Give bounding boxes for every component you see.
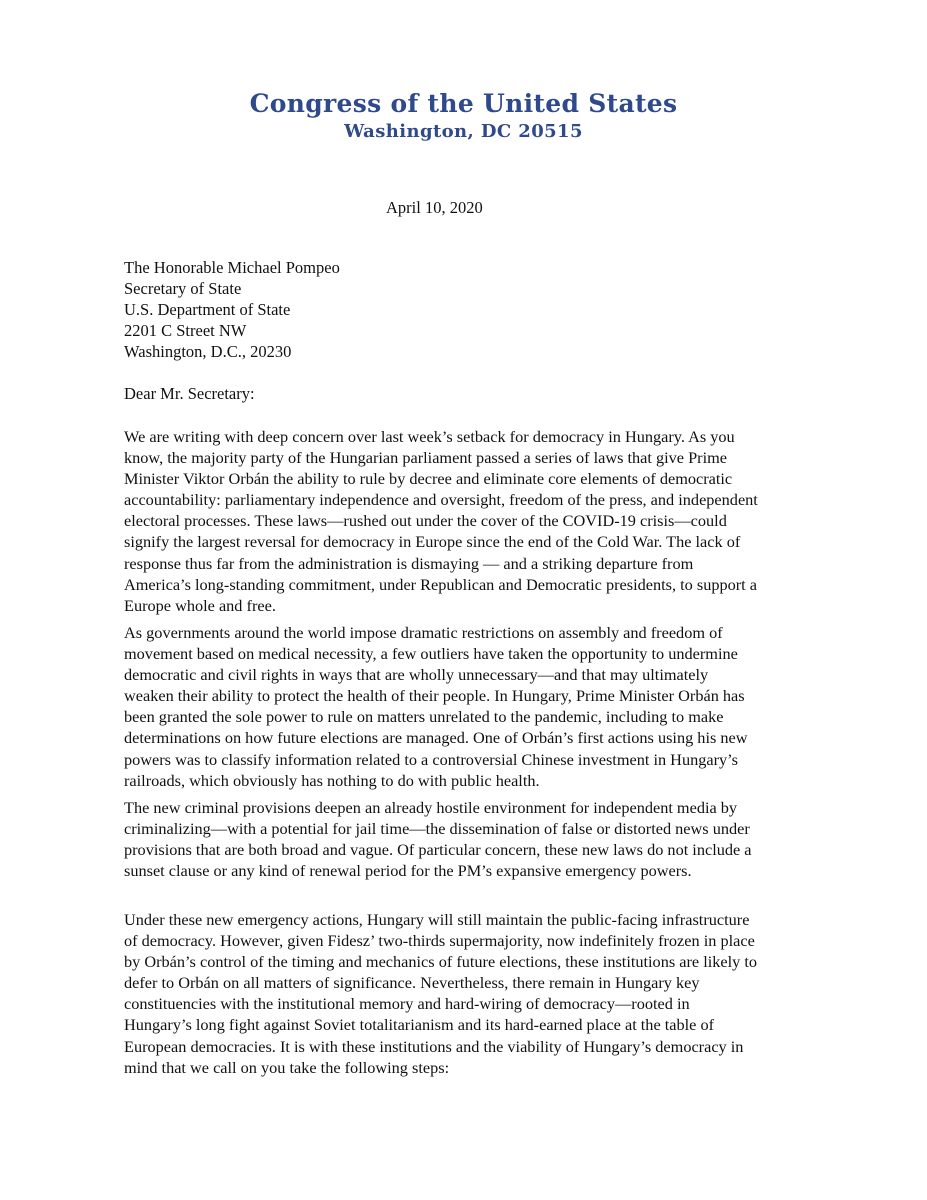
letterhead	[0, 88, 927, 144]
letterhead-title: Congress of the United States	[249, 89, 678, 118]
paragraph-line: defer to Orbán on all matters of significance. Nevertheless, there remain in Hungary key	[124, 973, 700, 993]
paragraph-line: constituencies with the institutional memory and hard-wiring of democracy—rooted in	[124, 994, 690, 1014]
body-paragraph-1	[124, 426, 814, 616]
paragraph-line: weaken their ability to protect the health of their people. In Hungary, Prime Minister Orbán has	[124, 686, 745, 706]
paragraph-line: been granted the sole power to rule on matters unrelated to the pandemic, including to make	[124, 707, 724, 727]
paragraph-line: mind that we call on you take the following steps:	[124, 1057, 450, 1077]
paragraph-line: determinations on how future elections are managed. One of Orbán’s first actions using his new	[124, 728, 748, 748]
paragraph-line: know, the majority party of the Hungarian parliament passed a series of laws that give Prime	[124, 448, 727, 468]
paragraph-line: Minister Viktor Orbán the ability to rule by decree and eliminate core elements of democratic	[124, 469, 733, 489]
paragraph-line: electoral processes. These laws—rushed out under the cover of the COVID-19 crisis—could	[124, 511, 727, 531]
recipient-department: U.S. Department of State	[124, 300, 291, 319]
paragraph-line: We are writing with deep concern over last week’s setback for democracy in Hungary. As you	[124, 427, 735, 446]
recipient-name: The Honorable Michael Pompeo	[124, 258, 340, 277]
paragraph-line: movement based on medical necessity, a few outliers have taken the opportunity to undermine	[124, 644, 738, 664]
paragraph-line: of democracy. However, given Fidesz’ two-thirds supermajority, now indefinitely frozen in place	[124, 931, 755, 951]
paragraph-line: The new criminal provisions deepen an already hostile environment for independent media by	[124, 798, 738, 817]
body-paragraph-2	[124, 622, 814, 791]
body-paragraph-4	[124, 909, 814, 1078]
paragraph-line: provisions that are both broad and vague. Of particular concern, these new laws do not include a	[124, 840, 752, 860]
recipient-street: 2201 C Street NW	[124, 321, 247, 340]
paragraph-line: European democracies. It is with these institutions and the viability of Hungary’s democracy in	[124, 1036, 744, 1056]
salutation: Dear Mr. Secretary:	[124, 384, 255, 403]
paragraph-line: by Orbán’s control of the timing and mechanics of future elections, these institutions are likely to	[124, 952, 758, 972]
paragraph-line: As governments around the world impose dramatic restrictions on assembly and freedom of	[124, 623, 723, 642]
paragraph-line: democratic and civil rights in ways that are wholly unnecessary—and that may ultimately	[124, 665, 709, 685]
paragraph-line: sunset clause or any kind of renewal period for the PM’s expansive emergency powers.	[124, 861, 692, 881]
paragraph-line: Hungary’s long fight against Soviet totalitarianism and its hard-earned place at the table of	[124, 1015, 715, 1035]
recipient-title: Secretary of State	[124, 279, 242, 298]
paragraph-line: Europe whole and free.	[124, 595, 276, 615]
paragraph-line: accountability: parliamentary independence and oversight, freedom of the press, and independent	[124, 490, 758, 510]
recipient-address	[124, 257, 340, 362]
recipient-city: Washington, D.C., 20230	[124, 342, 292, 361]
paragraph-line: powers was to classify information related to a controversial Chinese investment in Hungary’s	[124, 749, 739, 769]
paragraph-line: criminalizing—with a potential for jail time—the dissemination of false or distorted news under	[124, 819, 750, 839]
letterhead-subtitle: Washington, DC 20515	[344, 121, 583, 142]
paragraph-line: response thus far from the administration is dismaying — and a striking departure from	[124, 553, 694, 573]
paragraph-line: Under these new emergency actions, Hungary will still maintain the public-facing infrastructure	[124, 910, 750, 929]
paragraph-line: America’s long-standing commitment, under Republican and Democratic presidents, to support a	[124, 574, 757, 594]
paragraph-line: railroads, which obviously has nothing to do with public health.	[124, 770, 540, 790]
paragraph-line: signify the largest reversal for democracy in Europe since the end of the Cold War. The lack of	[124, 532, 741, 552]
letter-date: April 10, 2020	[386, 198, 483, 217]
body-paragraph-3	[124, 797, 814, 881]
